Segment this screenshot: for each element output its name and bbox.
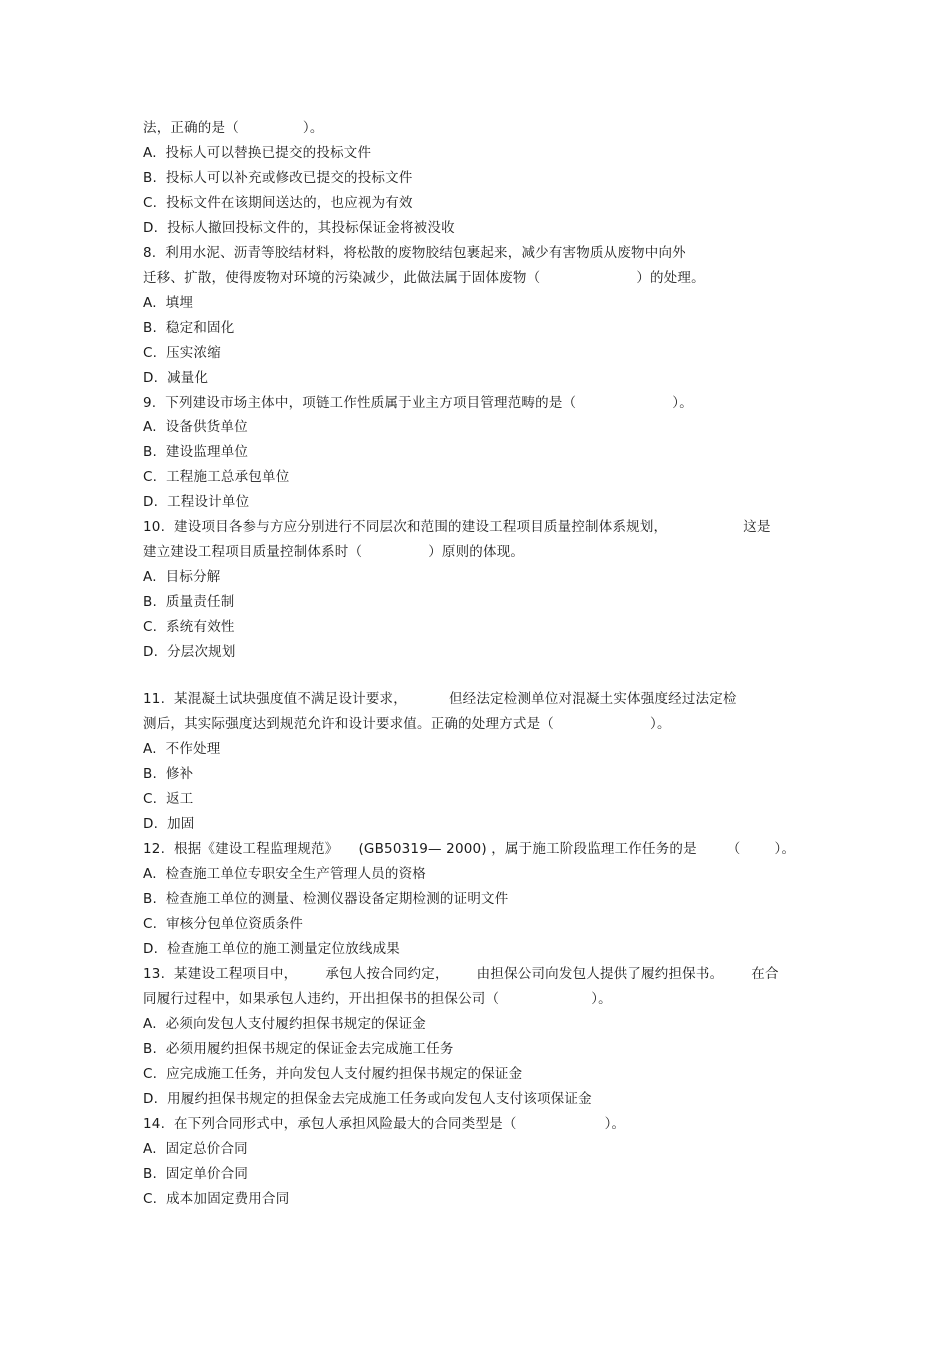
question-10-stem xyxy=(143,518,771,536)
question-9-stem xyxy=(143,394,693,412)
stem-text: （ xyxy=(726,841,741,857)
option-c: C. 成本加固定费用合同 xyxy=(143,1191,290,1207)
question-11-stem-cont xyxy=(143,715,671,733)
stem-text: 13. 某建设工程项目中， xyxy=(143,966,298,982)
option-c: C. 压实浓缩 xyxy=(143,345,221,361)
option-c: C. 应完成施工任务，并向发包人支付履约担保书规定的保证金 xyxy=(143,1066,523,1082)
question-10-stem-cont xyxy=(143,543,524,561)
option-c: C. 工程施工总承包单位 xyxy=(143,469,290,485)
option-a: A. 检查施工单位专职安全生产管理人员的资格 xyxy=(143,866,426,882)
option-b: B. 稳定和固化 xyxy=(143,320,235,336)
stem-text: 14. 在下列合同形式中，承包人承担风险最大的合同类型是（ xyxy=(143,1116,517,1132)
option-d: D. 分层次规划 xyxy=(143,644,236,660)
option-a: A. 不作处理 xyxy=(143,741,221,757)
stem-text: 12. 根据《建设工程监理规范》 xyxy=(143,841,339,857)
option-d: D. 检查施工单位的施工测量定位放线成果 xyxy=(143,941,400,957)
option-d: D. 投标人撤回投标文件的，其投标保证金将被没收 xyxy=(143,220,455,236)
option-d: D. 减量化 xyxy=(143,370,209,386)
option-a: A. 固定总价合同 xyxy=(143,1141,248,1157)
stem-text: 承包人按合同约定， xyxy=(325,966,449,982)
stem-text: ）。 xyxy=(672,395,693,411)
option-b: B. 修补 xyxy=(143,766,194,782)
question-8-stem: 8. 利用水泥、沥青等胶结材料，将松散的废物胶结包裹起来，减少有害物质从废物中向外 xyxy=(143,245,686,261)
stem-text: 法，正确的是（ xyxy=(143,120,239,136)
option-b: B. 检查施工单位的测量、检测仪器设备定期检测的证明文件 xyxy=(143,891,509,907)
question-11-stem xyxy=(143,690,737,708)
stem-text: 建立建设工程项目质量控制体系时（ xyxy=(143,544,363,560)
question-12-stem xyxy=(143,840,795,858)
option-b: B. 必须用履约担保书规定的保证金去完成施工任务 xyxy=(143,1041,454,1057)
stem-text: ）。 xyxy=(604,1116,626,1132)
option-b: B. 固定单价合同 xyxy=(143,1166,249,1182)
stem-text: ）。 xyxy=(774,841,796,857)
option-a: A. 必须向发包人支付履约担保书规定的保证金 xyxy=(143,1016,426,1032)
option-b: B. 投标人可以补充或修改已提交的投标文件 xyxy=(143,170,413,186)
stem-text: 迁移、扩散，使得废物对环境的污染减少，此做法属于固体废物（ xyxy=(143,270,541,286)
stem-text: 9. 下列建设市场主体中，项链工作性质属于业主方项目管理范畴的是（ xyxy=(143,395,577,411)
option-a: A. 投标人可以替换已提交的投标文件 xyxy=(143,145,372,161)
stem-text: 同履行过程中，如果承包人违约，开出担保书的担保公司（ xyxy=(143,991,500,1007)
option-d: D. 加固 xyxy=(143,816,195,832)
stem-text: ）。 xyxy=(650,716,671,732)
question-13-stem xyxy=(143,965,779,983)
stem-text: 由担保公司向发包人提供了履约担保书。 xyxy=(476,966,724,982)
question-7-stem xyxy=(143,119,324,137)
stem-text: ）原则的体现。 xyxy=(428,544,525,560)
option-a: A. 设备供货单位 xyxy=(143,419,248,435)
stem-text: 测后，其实际强度达到规范允许和设计要求值。正确的处理方式是（ xyxy=(143,716,554,732)
stem-text: (GB50319— 2000) ，属于施工阶段监理工作任务的是 xyxy=(358,841,697,857)
option-d: D. 工程设计单位 xyxy=(143,494,250,510)
stem-text: 这是 xyxy=(743,519,771,535)
option-d: D. 用履约担保书规定的担保金去完成施工任务或向发包人支付该项保证金 xyxy=(143,1091,592,1107)
stem-text: 在合 xyxy=(751,966,779,982)
stem-text: 但经法定检测单位对混凝土实体强度经过法定检 xyxy=(448,691,737,707)
stem-text: 11. 某混凝土试块强度值不满足设计要求， xyxy=(143,691,407,707)
question-8-stem-cont xyxy=(143,269,705,287)
stem-text: ）。 xyxy=(591,991,612,1007)
stem-text: ）的处理。 xyxy=(636,270,705,286)
option-b: B. 质量责任制 xyxy=(143,594,235,610)
stem-text: ）。 xyxy=(302,120,324,136)
option-c: C. 返工 xyxy=(143,791,194,807)
option-c: C. 系统有效性 xyxy=(143,619,235,635)
option-c: C. 审核分包单位资质条件 xyxy=(143,916,304,932)
option-c: C. 投标文件在该期间送达的，也应视为有效 xyxy=(143,195,413,211)
question-14-stem xyxy=(143,1115,625,1133)
stem-text: 10. 建设项目各参与方应分别进行不同层次和范围的建设工程项目质量控制体系规划， xyxy=(143,519,668,535)
option-a: A. 目标分解 xyxy=(143,569,221,585)
option-a: A. 填埋 xyxy=(143,295,194,311)
question-13-stem-cont xyxy=(143,990,612,1008)
option-b: B. 建设监理单位 xyxy=(143,444,249,460)
